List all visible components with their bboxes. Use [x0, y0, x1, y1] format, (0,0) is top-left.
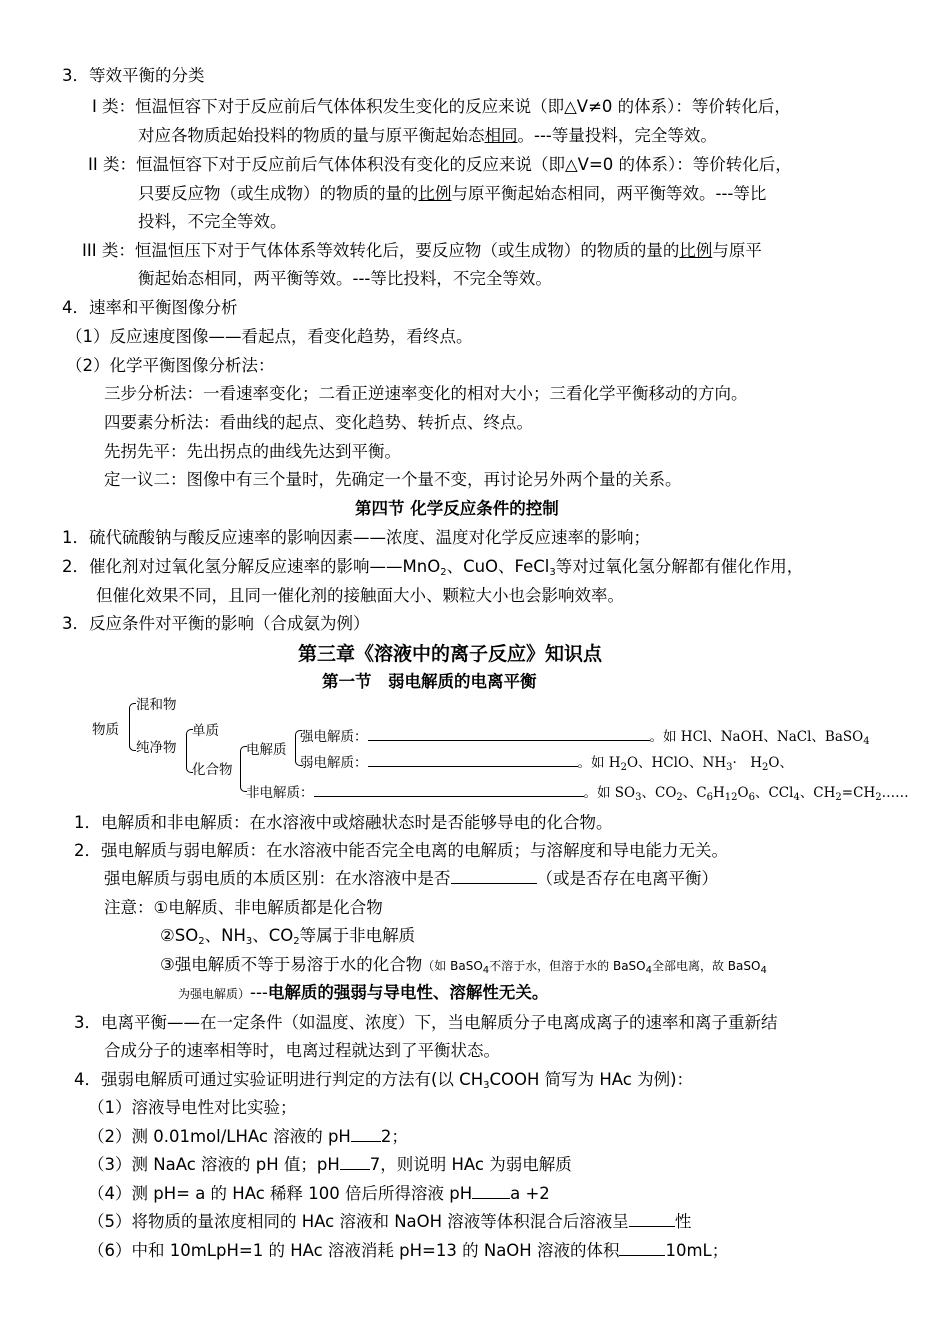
text: 等对过氧化氢分解都有催化作用， — [555, 557, 804, 576]
subscript: 4 — [482, 965, 490, 976]
method-three-step: 三步分析法：一看速率变化；二看正逆速率变化的相对大小；三看化学平衡移动的方向。 — [104, 384, 748, 403]
answer-blank — [314, 782, 584, 797]
text: 只要反应物（或生成物）的物质的量的 — [138, 184, 419, 203]
examples: · H — [732, 755, 763, 771]
exp-3 — [88, 1154, 572, 1176]
answer-blank — [368, 726, 650, 741]
label: 非电解质： — [246, 785, 314, 801]
exp-6 — [88, 1240, 728, 1262]
subscript: 2 — [440, 567, 447, 578]
examples: 。如 SO — [583, 785, 636, 801]
s1-item3-line1: 3．电离平衡——在一定条件（如温度、浓度）下，当电解质分子电离成离子的速率和离子重新结 — [74, 1013, 778, 1032]
text: COOH 简写为 HAc 为例)： — [489, 1070, 694, 1089]
tree-non-electrolyte — [246, 782, 909, 804]
s4-item1: 1．硫代硫酸钠与酸反应速率的影响因素——浓度、温度对化学反应速率的影响； — [62, 528, 650, 547]
text: 10mL； — [665, 1241, 729, 1260]
answer-blank — [340, 1155, 370, 1170]
exp-2 — [88, 1126, 408, 1148]
sec4-heading: 4．速率和平衡图像分析 — [62, 298, 238, 317]
text: （2）测 0.01mol/LHAc 溶液的 pH — [88, 1127, 351, 1146]
examples: 、CO — [641, 785, 677, 801]
sec4-p2: （2）化学平衡图像分析法： — [66, 356, 275, 375]
subscript: 4 — [793, 792, 800, 803]
answer-blank — [629, 1212, 675, 1227]
examples: O、HClO、NH — [626, 755, 727, 771]
tree-chunjingwu: 纯净物 — [136, 740, 177, 756]
text: 与原平 — [712, 241, 762, 260]
examples: 。如 H — [577, 755, 621, 771]
text: 2．催化剂对过氧化氢分解反应速率的影响——MnO — [62, 557, 441, 576]
examples: 、C — [682, 785, 707, 801]
bold-conclusion: 电解质的强弱与导电性、溶解性无关。 — [267, 983, 549, 1002]
text: 、NH — [204, 926, 246, 945]
subscript: 2 — [875, 792, 882, 803]
examples: H — [712, 785, 725, 801]
subscript: 4 — [760, 965, 767, 976]
method-fix-one: 定一议二：图像中有三个量时，先确定一个量不变，再讨论另外两个量的关系。 — [104, 470, 682, 489]
tree-strong-electrolyte — [300, 726, 870, 748]
class2-line2 — [138, 183, 766, 205]
class3-line2: 衡起始态相同，两平衡等效。---等比投料，不完全等效。 — [138, 269, 552, 288]
small-text: （如 BaSO — [422, 959, 483, 973]
examples: 、CCl — [754, 785, 794, 801]
text: （或是否存在电离平衡） — [536, 869, 718, 888]
examples: =CH — [841, 785, 876, 801]
answer-blank — [351, 1127, 381, 1142]
s1-item2: 2．强电解质与弱电解质：在水溶液中能否完全电离的电解质；与溶解度和导电能力无关。 — [74, 841, 728, 860]
text: （3）测 NaAc 溶液的 pH 值；pH — [88, 1155, 340, 1174]
brace — [129, 703, 136, 751]
subscript: 2 — [620, 762, 627, 773]
examples: O、 — [768, 755, 793, 771]
s4-item3: 3．反应条件对平衡的影响（合成氨为例） — [62, 614, 370, 633]
underlined-term: 比例 — [418, 184, 452, 203]
text: 强电解质与弱电质的本质区别：在水溶液中是否 — [104, 869, 451, 888]
tree-dianjiezhi: 电解质 — [246, 742, 287, 758]
subscript: 6 — [748, 792, 755, 803]
exp-4 — [88, 1183, 550, 1205]
s4-item2-line2: 但催化效果不同，且同一催化剂的接触面大小、颗粒大小也会影响效率。 — [96, 586, 624, 605]
subscript: 2 — [293, 936, 300, 947]
text: （5）将物质的量浓度相同的 HAc 溶液和 NaOH 溶液等体积混合后溶液呈 — [88, 1212, 629, 1231]
note-2 — [160, 925, 415, 947]
sec3-heading: 3．等效平衡的分类 — [62, 66, 205, 85]
text: 对应各物质起始投料的物质的量与原平衡起始态 — [138, 126, 485, 145]
text: 性 — [674, 1212, 692, 1231]
method-four-element: 四要素分析法：看曲线的起点、变化趋势、转折点、终点。 — [104, 413, 533, 432]
method-turn-first: 先拐先平：先出拐点的曲线先达到平衡。 — [104, 442, 401, 461]
subscript: 3 — [245, 936, 253, 947]
label: 强电解质： — [300, 729, 368, 745]
subscript: 4 — [645, 965, 652, 976]
subscript: 12 — [724, 792, 738, 803]
text: III 类：恒温恒压下对于气体体系等效转化后，要反应物（或生成物）的物质的量的 — [82, 241, 680, 260]
tree-wuzhi: 物质 — [92, 722, 119, 738]
examples: O — [737, 785, 749, 801]
text: 、CO — [252, 926, 294, 945]
text: 4．强弱电解质可通过实验证明进行判定的方法有(以 CH — [74, 1070, 484, 1089]
text: 与原平衡起始态相同，两平衡等效。---等比 — [451, 184, 767, 203]
answer-blank — [472, 1184, 510, 1199]
tree-hunhewu: 混和物 — [136, 697, 177, 713]
exp-1: （1）溶液导电性对比实验； — [88, 1098, 297, 1117]
text: 2； — [380, 1127, 408, 1146]
text: --- — [250, 983, 268, 1002]
text: 、CuO、FeCl — [446, 557, 550, 576]
underlined-term: 比例 — [679, 241, 713, 260]
text: ③强电解质不等于易溶于水的化合物 — [160, 955, 423, 974]
text: ②SO — [160, 926, 199, 945]
exp-5 — [88, 1211, 691, 1233]
class2-line1: II 类：恒温恒容下对于反应前后气体体积没有变化的反应来说（即△V=0 的体系）：等价转化后， — [88, 155, 792, 174]
s4-item2-line1 — [62, 556, 803, 578]
subscript: 2 — [762, 762, 769, 773]
class1-line1: I 类：恒温恒容下对于反应前后气体体积发生变化的反应来说（即△V≠0 的体系）：等价转化后， — [92, 97, 791, 116]
subscript: 3 — [549, 567, 556, 578]
text: 7，则说明 HAc 为弱电解质 — [369, 1155, 572, 1174]
examples: …… — [881, 785, 909, 801]
subscript: 4 — [863, 736, 870, 747]
text: 等属于非电解质 — [299, 926, 416, 945]
class1-line2 — [138, 125, 717, 147]
class3-line1 — [82, 240, 762, 262]
text: （4）测 pH= a 的 HAc 稀释 100 倍后所得溶液 pH — [88, 1184, 473, 1203]
tree-huahewu: 化合物 — [192, 762, 233, 778]
section4-title: 第四节 化学反应条件的控制 — [355, 499, 559, 518]
s1-item1: 1．电解质和非电解质：在水溶液中或熔融状态时是否能够导电的化合物。 — [74, 813, 613, 832]
answer-blank — [368, 752, 578, 767]
text: （6）中和 10mLpH=1 的 HAc 溶液消耗 pH=13 的 NaOH 溶液的体积 — [88, 1241, 620, 1260]
s1-item4 — [74, 1069, 693, 1091]
tree-danzhi: 单质 — [192, 723, 219, 739]
small-text: 不溶于水，但溶于水的 BaSO — [489, 959, 646, 973]
subscript: 2 — [198, 936, 205, 947]
text: 。---等量投料，完全等效。 — [517, 126, 717, 145]
subscript: 3 — [726, 762, 733, 773]
subscript: 3 — [635, 792, 642, 803]
section1-title: 第一节 弱电解质的电离平衡 — [322, 672, 537, 691]
subscript: 2 — [676, 792, 683, 803]
s1-item2-distinction — [104, 868, 718, 890]
examples: 、CH — [799, 785, 836, 801]
class2-line3: 投料，不完全等效。 — [138, 212, 287, 231]
underlined-term: 相同 — [484, 126, 518, 145]
sec4-p1: （1）反应速度图像——看起点，看变化趋势，看终点。 — [66, 327, 473, 346]
answer-blank — [619, 1241, 665, 1256]
subscript: 6 — [706, 792, 713, 803]
s1-item3-line2: 合成分子的速率相等时，电离过程就达到了平衡状态。 — [104, 1041, 500, 1060]
text: a +2 — [510, 1184, 550, 1203]
subscript: 2 — [835, 792, 842, 803]
note-3-cont — [178, 982, 548, 1005]
note-3 — [160, 954, 767, 977]
subscript: 3 — [483, 1080, 490, 1091]
small-text: 全部电离，故 BaSO — [651, 959, 761, 973]
answer-blank — [451, 869, 537, 884]
tree-weak-electrolyte — [300, 752, 793, 774]
note-1: 注意：①电解质、非电解质都是化合物 — [104, 898, 383, 917]
examples: 。如 HCl、NaOH、NaCl、BaSO — [649, 729, 864, 745]
chapter-title: 第三章《溶液中的离子反应》知识点 — [298, 643, 603, 665]
small-text: 为强电解质） — [178, 987, 251, 1001]
label: 弱电解质： — [300, 755, 368, 771]
